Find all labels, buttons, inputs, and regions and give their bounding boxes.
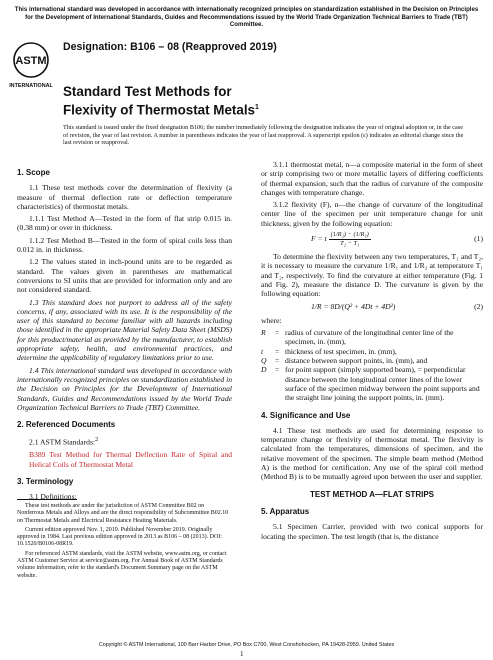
para-1-1: 1.1 These test methods cover the determination of flexivity (a measure of thermal deflection rate or deflection temperature characteristics) of thermostat metals. bbox=[17, 183, 232, 211]
definition-d: D = for point support (simply supported beam), = perpendicular distance between the longitudinal center lines of the lower surface of the specimen midway between the point supports and the straight line joining the support points, in. (mm). bbox=[261, 365, 480, 403]
equation-1-fraction bbox=[329, 231, 371, 247]
para-3-1-1: 3.1.1 thermostat metal, n—a composite material in the form of sheet or strip comprising two or more metallic layers of differing coefficients of thermal expansion, such that the radius of curvature of the composite changes with temperature change. bbox=[261, 160, 483, 197]
definition-r: R = radius of curvature of the longitudinal center line of the specimen, in. (mm), bbox=[261, 328, 454, 347]
section-apparatus-heading: 5. Apparatus bbox=[261, 506, 310, 516]
definition-q: Q = distance between support points, in. (mm), and bbox=[261, 356, 428, 366]
title-line-2: Flexivity of Thermostat Metals$^1$ bbox=[63, 102, 259, 118]
equation-1 bbox=[261, 231, 483, 247]
tbt-notice: This international standard was developed in accordance with internationally recognized principles on standardization established in the Decision on Principles for the Development of International Standards, Guides and Recommendations issued by the World Trade Organization Technical Barriers to Trade (TBT) Committee. bbox=[14, 6, 479, 29]
section-terminology-heading: 3. Terminology bbox=[17, 476, 74, 486]
equation-2-number: (2) bbox=[474, 301, 483, 311]
title-footnote-ref[interactable]: 1 bbox=[254, 104, 259, 111]
footnote-1b: Current edition approved Nov. 1, 2019. Published November 2019. Originally approved in 1984. Last previous edition approved in 2013 as B106 – 08 (2013). DOI: 10.1520/B0106-08R19. bbox=[17, 526, 222, 548]
section-scope-heading: 1. Scope bbox=[17, 168, 50, 177]
para-determine: To determine the flexivity between any two temperatures, T₁ and T₂, it is necessary to measure the curvature 1/R₁ and 1/R₂ at temperature T₁ and T₂, respectively. To find the curvature at either temperature (Fig. 1 and Fig. 2), measure the distance D. The curvature is given by the following equation: bbox=[261, 252, 483, 299]
document-title bbox=[63, 84, 259, 118]
equation-1-number: (1) bbox=[474, 234, 483, 244]
equation-2-body: 1/R = 8D/(Q² + 4Dt + 4D²) bbox=[311, 301, 396, 311]
footnotes bbox=[17, 503, 232, 582]
para-1-3: 1.3 This standard does not purport to address all of the safety concerns, if any, associated with its use. It is the responsibility of the user of this standard to become familiar with all hazards including those identified in the appropriate Material Safety Data Sheet (MSDS) for this product/material as provided by the manufacturer, to establish appropriate safety, health, and environmental practices, and determine the applicability of regulatory limitations prior to use. bbox=[17, 297, 232, 363]
para-1-1-1: 1.1.1 Test Method A—Tested in the form of flat strip 0.015 in. (0.38 mm) or over in thickness. bbox=[17, 214, 232, 233]
copyright-footer: Copyright © ASTM International, 100 Barr Harbor Drive, PO Box C700, West Conshohocken, PA 19428-2959. United States bbox=[98, 642, 395, 648]
para-3-1: 3.1 Definitions: bbox=[29, 492, 77, 502]
reference-code-link[interactable]: B389 bbox=[29, 450, 46, 460]
para-4-1: 4.1 These test methods are used for determining response to temperature change or flexivity of thermostat metal. The flexivity is calculated from the temperatures, dimensions of specimen, and the relative movement of the specimen. The simple beam method (Method A) is the method for certification. Any use of the spiral coil method (Method B) is to be mutually agreed upon between the user and supplier. bbox=[261, 425, 483, 482]
footnote-1: These test methods are under the jurisdiction of ASTM Committee B02 on Nonferrous Metals and Alloys and are the direct responsibility of Subcommittee B02.10 on Thermostat Metals and Electrical Resistance Heating Materials. bbox=[17, 503, 229, 524]
issuance-note: This standard is issued under the fixed designation B106; the number immediately following the designation indicates the year of original adoption or, in the case of revision, the year of last revision. A number in parentheses indicates the year of last reapproval. A superscript epsilon (ε) indicates an editorial change since the last revision or reapproval. bbox=[63, 124, 464, 147]
equation-2 bbox=[261, 302, 483, 311]
definition-t: t = thickness of test specimen, in. (mm), bbox=[261, 346, 397, 356]
designation: Designation: B106 – 08 (Reapproved 2019) bbox=[63, 41, 277, 53]
logo-text: INTERNATIONAL bbox=[9, 83, 53, 89]
right-column bbox=[261, 160, 483, 544]
footnote-separator bbox=[17, 499, 77, 500]
para-2-1: 2.1 ASTM Standards:$^2$ bbox=[29, 436, 99, 447]
para-1-1-2: 1.1.2 Test Method B—Tested in the form of spiral coils less than 0.012 in. in thickness. bbox=[17, 235, 232, 255]
section-significance-heading: 4. Significance and Use bbox=[261, 410, 351, 420]
reference-b389[interactable] bbox=[17, 450, 232, 469]
variable-definitions bbox=[261, 328, 483, 402]
left-column bbox=[17, 160, 232, 504]
equation-1-denominator: T₂ − T₁ bbox=[340, 239, 360, 247]
equation-1-lhs: F = t bbox=[311, 233, 327, 243]
page-number: 1 bbox=[240, 650, 244, 658]
where-label: where: bbox=[261, 315, 282, 325]
para-1-2: 1.2 The values stated in inch-pound units are to be regarded as standard. The values given in parentheses are mathematical conversions to SI units that are provided for information only and are not considered standard. bbox=[17, 257, 232, 295]
footnote-2: For referenced ASTM standards, visit the ASTM website, www.astm.org, or contact ASTM Customer Service at service@astm.org. For Annual Book of ASTM Standards volume information, refer to the standard's Document Summary page on the ASTM website. bbox=[17, 550, 227, 579]
section-referenced-docs-heading: 2. Referenced Documents bbox=[17, 420, 116, 430]
astm-logo bbox=[8, 40, 54, 90]
method-a-heading: TEST METHOD A—FLAT STRIPS bbox=[310, 489, 434, 499]
title-line-1: Standard Test Methods for bbox=[63, 84, 232, 99]
reference-title-link[interactable]: Test Method for Thermal Deflection Rate of Spiral and Helical Coils of Thermostat Metal bbox=[29, 450, 232, 469]
svg-text:ASTM: ASTM bbox=[15, 55, 47, 67]
para-1-4: 1.4 This international standard was developed in accordance with internationally recognized principles on standardization established in the Decision on Principles for the Development of International Standards, Guides and Recommendations issued by the World Trade Organization Technical Barriers to Trade (TBT) Committee. bbox=[17, 365, 233, 412]
footnote-ref-2[interactable]: 2 bbox=[95, 436, 99, 444]
para-3-1-2: 3.1.2 flexivity (F), n—the change of curvature of the longitudinal center line of the specimen per unit temperature change for unit thickness, given by the following equation: bbox=[261, 200, 483, 228]
para-5-1: 5.1 Specimen Carrier, provided with two conical supports for locating the specimen. The test length (that is, the distance bbox=[261, 522, 483, 541]
equation-1-numerator: (1/R₂) − (1/R₁) bbox=[330, 231, 369, 239]
